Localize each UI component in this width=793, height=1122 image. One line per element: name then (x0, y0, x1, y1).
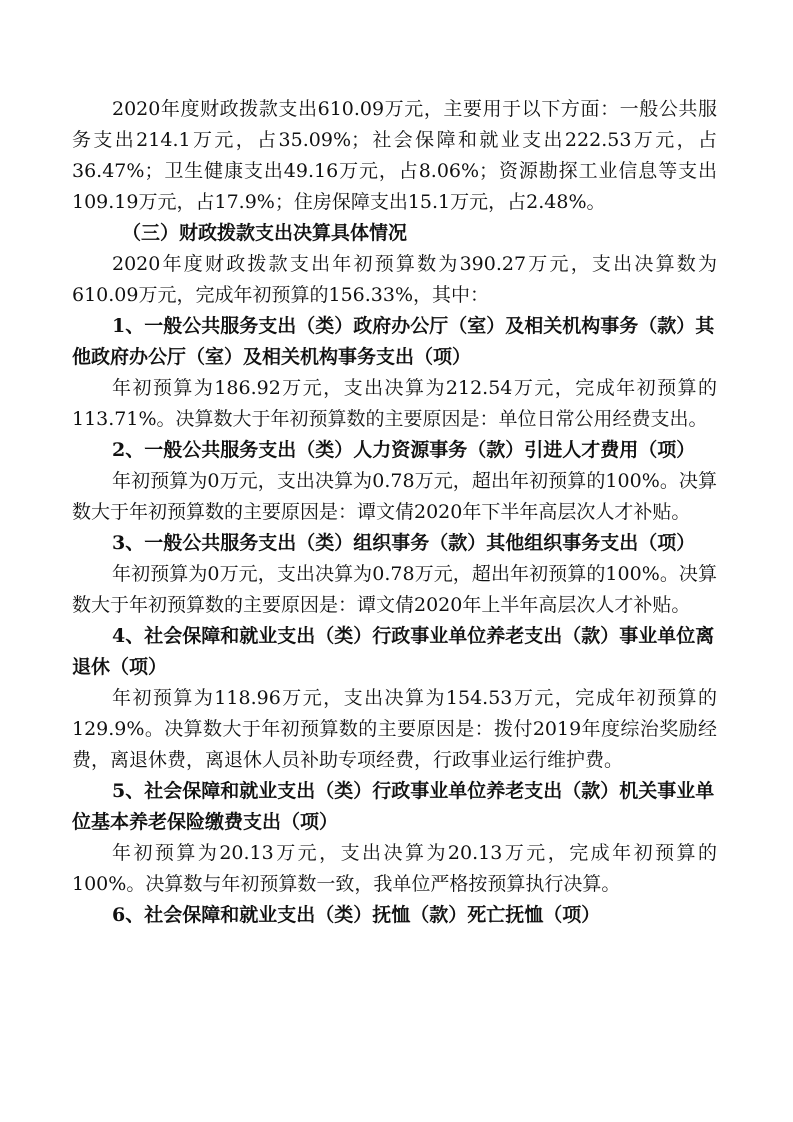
item-heading: 4、社会保障和就业支出（类）行政事业单位养老支出（款）事业单位离退休（项） (72, 625, 715, 678)
item-body: 年初预算为0万元，支出决算为0.78万元，超出年初预算的100%。决算数大于年初预算数的主要原因是：谭文倩2020年上半年高层次人才补贴。 (72, 563, 717, 616)
item-heading: 1、一般公共服务支出（类）政府办公厅（室）及相关机构事务（款）其他政府办公厅（室）及相关机构事务支出（项） (72, 315, 715, 368)
item-body: 年初预算为118.96万元，支出决算为154.53万元，完成年初预算的129.9%。决算数大于年初预算数的主要原因是：拨付2019年度综治奖励经费，离退休费，离退休人员补助专项经费，行政事业运行维护费。 (72, 687, 717, 771)
item-4 (72, 621, 717, 776)
item-heading: 2、一般公共服务支出（类）人力资源事务（款）引进人才费用（项） (112, 439, 696, 461)
item-3 (72, 528, 717, 621)
item-body: 年初预算为20.13万元，支出决算为20.13万元，完成年初预算的100%。决算数与年初预算数一致，我单位严格按预算执行决算。 (72, 842, 717, 895)
item-5 (72, 776, 717, 900)
item-heading: 5、社会保障和就业支出（类）行政事业单位养老支出（款）机关事业单位基本养老保险缴费支出（项） (72, 780, 715, 833)
item-body: 年初预算为186.92万元，支出决算为212.54万元，完成年初预算的113.71%。决算数大于年初预算数的主要原因是：单位日常公用经费支出。 (72, 377, 717, 430)
item-heading: 6、社会保障和就业支出（类）抚恤（款）死亡抚恤（项） (112, 904, 601, 926)
item-heading: 3、一般公共服务支出（类）组织事务（款）其他组织事务支出（项） (112, 532, 696, 554)
document-page (72, 94, 717, 931)
intro-paragraph: 2020年度财政拨款支出610.09万元，主要用于以下方面：一般公共服务支出214.1万元，占35.09%；社会保障和就业支出222.53万元，占36.47%；卫生健康支出49.16万元，占8.06%；资源勘探工业信息等支出109.19万元，占17.9%；住房保障支出15.1万元，占2.48%。 (72, 98, 717, 213)
section-heading: （三）财政拨款支出决算具体情况 (122, 222, 408, 244)
item-6 (72, 900, 717, 931)
item-2 (72, 435, 717, 528)
item-body: 年初预算为0万元，支出决算为0.78万元，超出年初预算的100%。决算数大于年初预算数的主要原因是：谭文倩2020年下半年高层次人才补贴。 (72, 470, 717, 523)
section-summary: 2020年度财政拨款支出年初预算数为390.27万元，支出决算数为610.09万元，完成年初预算的156.33%，其中： (72, 253, 717, 306)
item-1 (72, 311, 717, 435)
